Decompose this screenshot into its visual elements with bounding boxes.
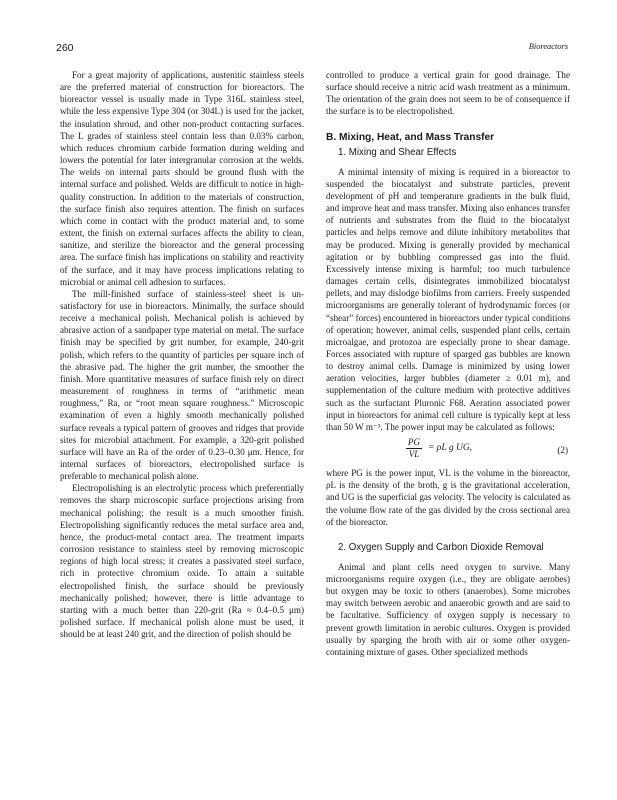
body-paragraph: where PG is the power input, VL is the volume in the bioreactor, ρL is the density of the broth, g is the gravitational acceleration, and UG is the superficial gas velocity. The velocity is calculated as the volume flow rate of the gas divided by the cross sectional area of the bioreactor. [326,468,570,527]
right-column [326,69,570,658]
continuation-paragraph: controlled to produce a vertical grain for good drainage. The surface should receive a nitric acid wash treatment as a minimum. The orientation of the grain does not seem to be of consequence if the surface is to be electropolished. [326,70,570,117]
body-paragraph: The mill-finished surface of stainless-steel sheet is unsatisfactory for use in bioreactors. Minimally, the surface should receive a mechanical polish. Mechanical polish is achieved by abrasive action of a sandpaper type material on metal. The surface finish may be specified by grit number, for example, 240-grit polish, which refers to the quantity of particles per square inch of the abrasive pad. The higher the grit number, the smoother the finish. More quantitative measures of surface finish rely on direct measurement of roughness in terms of “arithmetic mean roughness,” Ra, or “root mean square roughness.” Microscopic examination of even a highly smooth mechanically polished surface reveals a typical pattern of grooves and ridges that provide sites for microbial attachment. For example, a 320-grit polished surface will have an Ra of the order of 0.23–0.30 μm. Hence, for internal surfaces of bioreactors, electropolished surface is preferable to mechanical polish alone. [60,288,304,482]
running-title: Bioreactors [528,42,568,51]
equation-numerator: PG [408,437,420,448]
body-paragraph: A minimal intensity of mixing is required in a bioreactor to suspended the biocatalyst and substrate particles, prevent development of pH and temperature gradients in the bulk fluid, and improve heat and mass transfer. Mixing also enhances transfer of nutrients and substrates from the fluid to the biocatalyst particles and helps remove and dilute inhibitory metabolites that may be produced. Mixing is generally provided by mechanical agitation or by bubbling compressed gas into the fluid. Excessively intense mixing is harmful; too much turbulence damages certain cells, disintegrates immobilized biocatalyst pellets, and may dislodge biofilms from carriers. Freely suspended microorganisms are generally tolerant of hydrodynamic forces (or “shear” forces) encountered in bioreactors under typical conditions of operation; however, animal cells, suspended plant cells, certain microalgae, and protozoa are especially prone to shear damage. Forces associated with rupture of sparged gas bubbles are known to destroy animal cells. Damage is minimized by using lower aeration velocities, larger bubbles (diameter ≥ 0.01 m), and supplementation of the culture medium with protective additives such as the surfactant Pluronic F68. Aeration associated power input in bioreactors for animal cell culture is typically kept at less than 50 W m⁻³. The power input may be calculated as follows: [326,166,570,432]
subsection-heading: 2. Oxygen Supply and Carbon Dioxide Removal [338,541,544,553]
equation-number: (2) [557,445,568,456]
left-column [60,69,304,640]
subsection-heading: 1. Mixing and Shear Effects [338,146,457,158]
page-number: 260 [56,42,74,54]
equation-denominator: VL [408,449,420,460]
page-header [56,42,568,56]
equation-rhs: = ρL g UG, [428,443,473,454]
body-paragraph: Electropolishing is an electrolytic process which preferentially removes the sharp microscopic surface projections arising from mechanical polishing; the result is a much smoother finish. Electropolishing significantly reduces the metal surface area and, hence, the product-metal contact area. The treatment imparts corrosion resistance to stainless steel by removing microscopic regions of high local stress; it creates a passivated steel surface, rich in protective chromium oxide. To attain a suitable electropolished finish, the surface should be previously mechanically polished; however, there is little advantage to starting with a much better than 220-grit (Ra ≈ 0.4–0.5 μm) polished surface. If mechanical polish alone must be used, it should be at least 240 grit, and the direction of polish should be [60,483,304,640]
equation [326,436,570,464]
section-heading: B. Mixing, Heat, and Mass Transfer [326,131,495,143]
equation-fraction [406,437,422,460]
body-paragraph: For a great majority of applications, austenitic stainless steels are the preferred material of construction for bioreactors. The bioreactor vessel is usually made in Type 316L stainless steel, while the less expensive Type 304 (or 304L) is used for the jacket, the insulation shroud, and other non-product contacting surfaces. The L grades of stainless steel contain less than 0.03% carbon, which reduces chromium carbide formation during welding and lowers the potential for later intergranular corrosion at the welds. The welds on internal parts should be ground flush with the internal surface and polished. Welds are difficult to notice in high-quality construction. In addition to the materials of construction, the surface finish also requires attention. The finish on surfaces which come in contact with the product material and, to some extent, the finish on external surfaces affects the ability to clean, sanitize, and sterilize the bioreactor and the general processing area. The surface finish has implications on stability and reactivity of the surface, and it may have process implications relating to microbial or animal cell adhesion to surfaces. [60,70,304,287]
body-paragraph: Animal and plant cells need oxygen to survive. Many microorganisms require oxygen (i.e., they are obligate aerobes) but oxygen may be toxic to others (anaerobes). Some microbes may switch between aerobic and anaerobic growth and are said to be facultative. Sufficiency of oxygen supply is necessary to prevent growth limitation in aerobic cultures. Oxygen is provided usually by sparging the broth with air or some other oxygen-containing mixture of gases. Other specialized methods [326,561,570,657]
